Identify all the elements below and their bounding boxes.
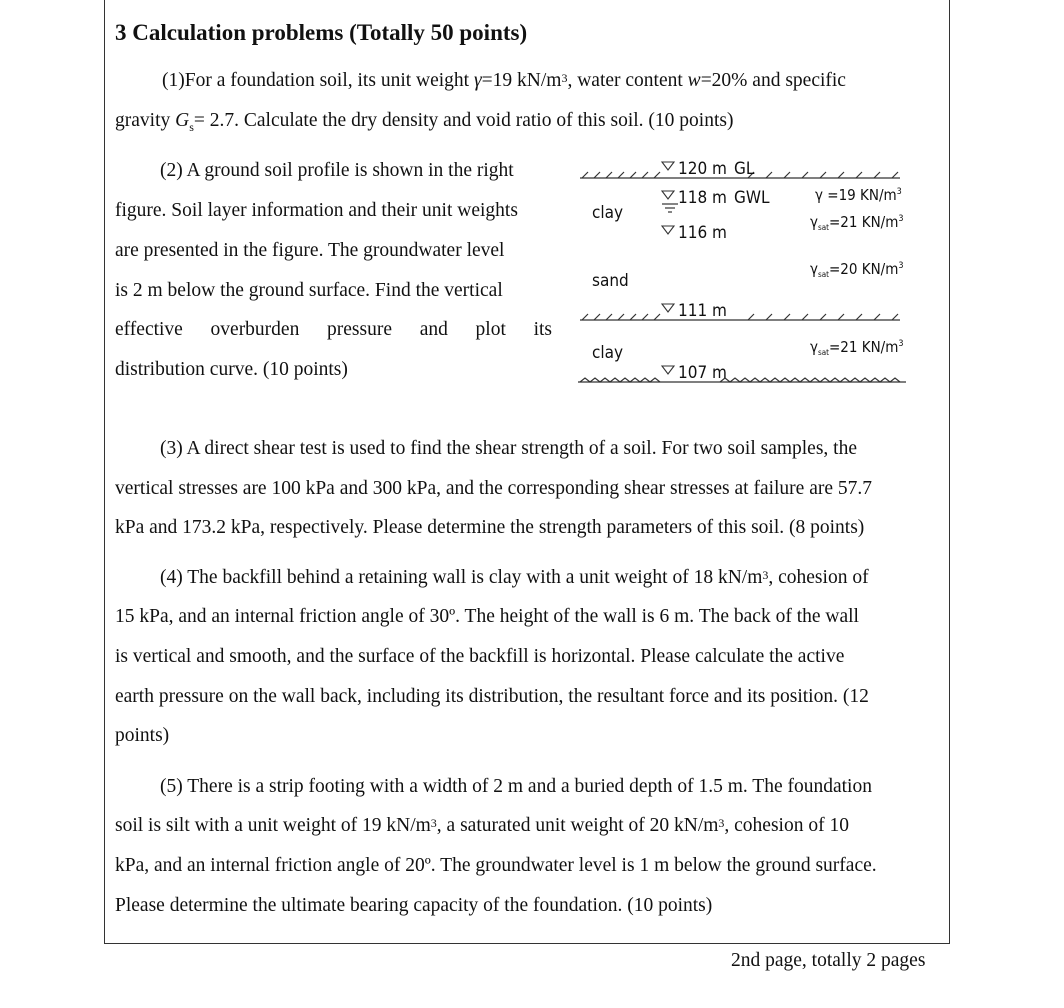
elevation-118: 118 m bbox=[678, 188, 727, 208]
problem-3-line-1: (3) A direct shear test is used to find the shear strength of a soil. For two soil samples, the bbox=[160, 438, 858, 459]
problem-2-line-1: (2) A ground soil profile is shown in the right bbox=[160, 160, 514, 181]
problem-4-line-5: points) bbox=[115, 725, 170, 746]
problem-5-line-4: Please determine the ultimate bearing capacity of the foundation. (10 points) bbox=[115, 895, 713, 916]
elevation-marker-116 bbox=[662, 226, 674, 234]
problem-4-line-3: is vertical and smooth, and the surface of the backfill is horizontal. Please calculate the active bbox=[115, 646, 845, 667]
p1-lead: (1)For a foundation soil, its unit weight bbox=[162, 70, 470, 91]
gamma-sat-clay-bottom: $\gamma_{sat}=21$ $KN/m^3$ bbox=[810, 338, 904, 357]
problem-1-line-1 bbox=[162, 69, 846, 93]
problem-5-line-2 bbox=[115, 814, 849, 838]
gs-subscript: s bbox=[189, 119, 194, 134]
elevation-120: 120 m bbox=[678, 159, 727, 179]
soil-profile-figure bbox=[570, 150, 910, 390]
layer-label-clay-bottom: clay bbox=[592, 343, 624, 363]
p5-line2-c: , cohesion of 10 bbox=[724, 815, 849, 836]
w-symbol: w bbox=[687, 70, 701, 91]
cube-superscript: 3 bbox=[718, 816, 725, 830]
cube-superscript: 3 bbox=[561, 71, 568, 85]
problem-4-line-4: earth pressure on the wall back, including its distribution, the resultant force and its position. (12 bbox=[115, 686, 869, 707]
p1-gamma-value: =19 kN/m bbox=[481, 70, 562, 91]
gl-label: GL bbox=[734, 159, 755, 179]
elevation-marker-120 bbox=[662, 162, 674, 170]
problem-2-line-3: are presented in the figure. The groundwater level bbox=[115, 240, 505, 261]
p1-w-value: =20% and specific bbox=[700, 70, 846, 91]
problem-3-line-2: vertical stresses are 100 kPa and 300 kPa, and the corresponding shear stresses at failure are 57.7 bbox=[115, 478, 873, 499]
problem-2-line-6: distribution curve. (10 points) bbox=[115, 359, 348, 380]
p1-mid: , water content bbox=[567, 70, 683, 91]
gs-symbol: G bbox=[175, 110, 190, 131]
sand-hatch bbox=[582, 314, 898, 320]
p4-line1-b: , cohesion of bbox=[768, 567, 869, 588]
page-footer: 2nd page, totally 2 pages bbox=[731, 950, 926, 971]
gamma-symbol: γ bbox=[473, 70, 482, 91]
problem-4-line-2: 15 kPa, and an internal friction angle of 30º. The height of the wall is 6 m. The back of the wall bbox=[115, 606, 859, 627]
cube-superscript: 3 bbox=[762, 568, 769, 582]
page-frame bbox=[104, 0, 950, 944]
problem-2-line-5: effective overburden pressure and plot its bbox=[115, 319, 552, 340]
elevation-marker-118 bbox=[662, 191, 674, 199]
p5-line2-b: , a saturated unit weight of 20 kN/m bbox=[436, 815, 719, 836]
layer-label-clay-top: clay bbox=[592, 203, 624, 223]
elevation-marker-111 bbox=[662, 304, 674, 312]
p1-gravity: gravity bbox=[115, 110, 171, 131]
gamma-clay-top: γ =19 $KN/m^3$ bbox=[815, 186, 902, 204]
problem-5-line-1: (5) There is a strip footing with a width of 2 m and a buried depth of 1.5 m. The foundation bbox=[160, 776, 872, 797]
elevation-marker-107 bbox=[662, 366, 674, 374]
p5-line2-a: soil is silt with a unit weight of 19 kN/m bbox=[115, 815, 431, 836]
layer-label-sand: sand bbox=[592, 271, 629, 291]
elevation-116: 116 m bbox=[678, 223, 727, 243]
cube-superscript: 3 bbox=[430, 816, 437, 830]
problem-2-line-2: figure. Soil layer information and their unit weights bbox=[115, 200, 518, 221]
section-title: 3 Calculation problems (Totally 50 points) bbox=[115, 20, 528, 45]
elevation-107: 107 m bbox=[678, 363, 727, 383]
problem-1-line-2 bbox=[115, 109, 733, 139]
problem-2-line-4: is 2 m below the ground surface. Find the vertical bbox=[115, 280, 503, 301]
problem-4-line-1 bbox=[160, 566, 869, 590]
elevation-111: 111 m bbox=[678, 301, 727, 321]
gwl-label: GWL bbox=[734, 188, 770, 208]
p4-line1-a: (4) The backfill behind a retaining wall is clay with a unit weight of 18 kN/m bbox=[160, 567, 763, 588]
gamma-sat-sand: $\gamma_{sat}=20$ $KN/m^3$ bbox=[810, 260, 904, 279]
gamma-sat-clay-top: $\gamma_{sat}=21$ $KN/m^3$ bbox=[810, 213, 904, 232]
problem-3-line-3: kPa and 173.2 kPa, respectively. Please determine the strength parameters of this soil. (8 points) bbox=[115, 517, 865, 538]
p1-gravity-rest: = 2.7. Calculate the dry density and void ratio of this soil. (10 points) bbox=[193, 110, 734, 131]
problem-5-line-3: kPa, and an internal friction angle of 20º. The groundwater level is 1 m below the ground surface. bbox=[115, 855, 877, 876]
